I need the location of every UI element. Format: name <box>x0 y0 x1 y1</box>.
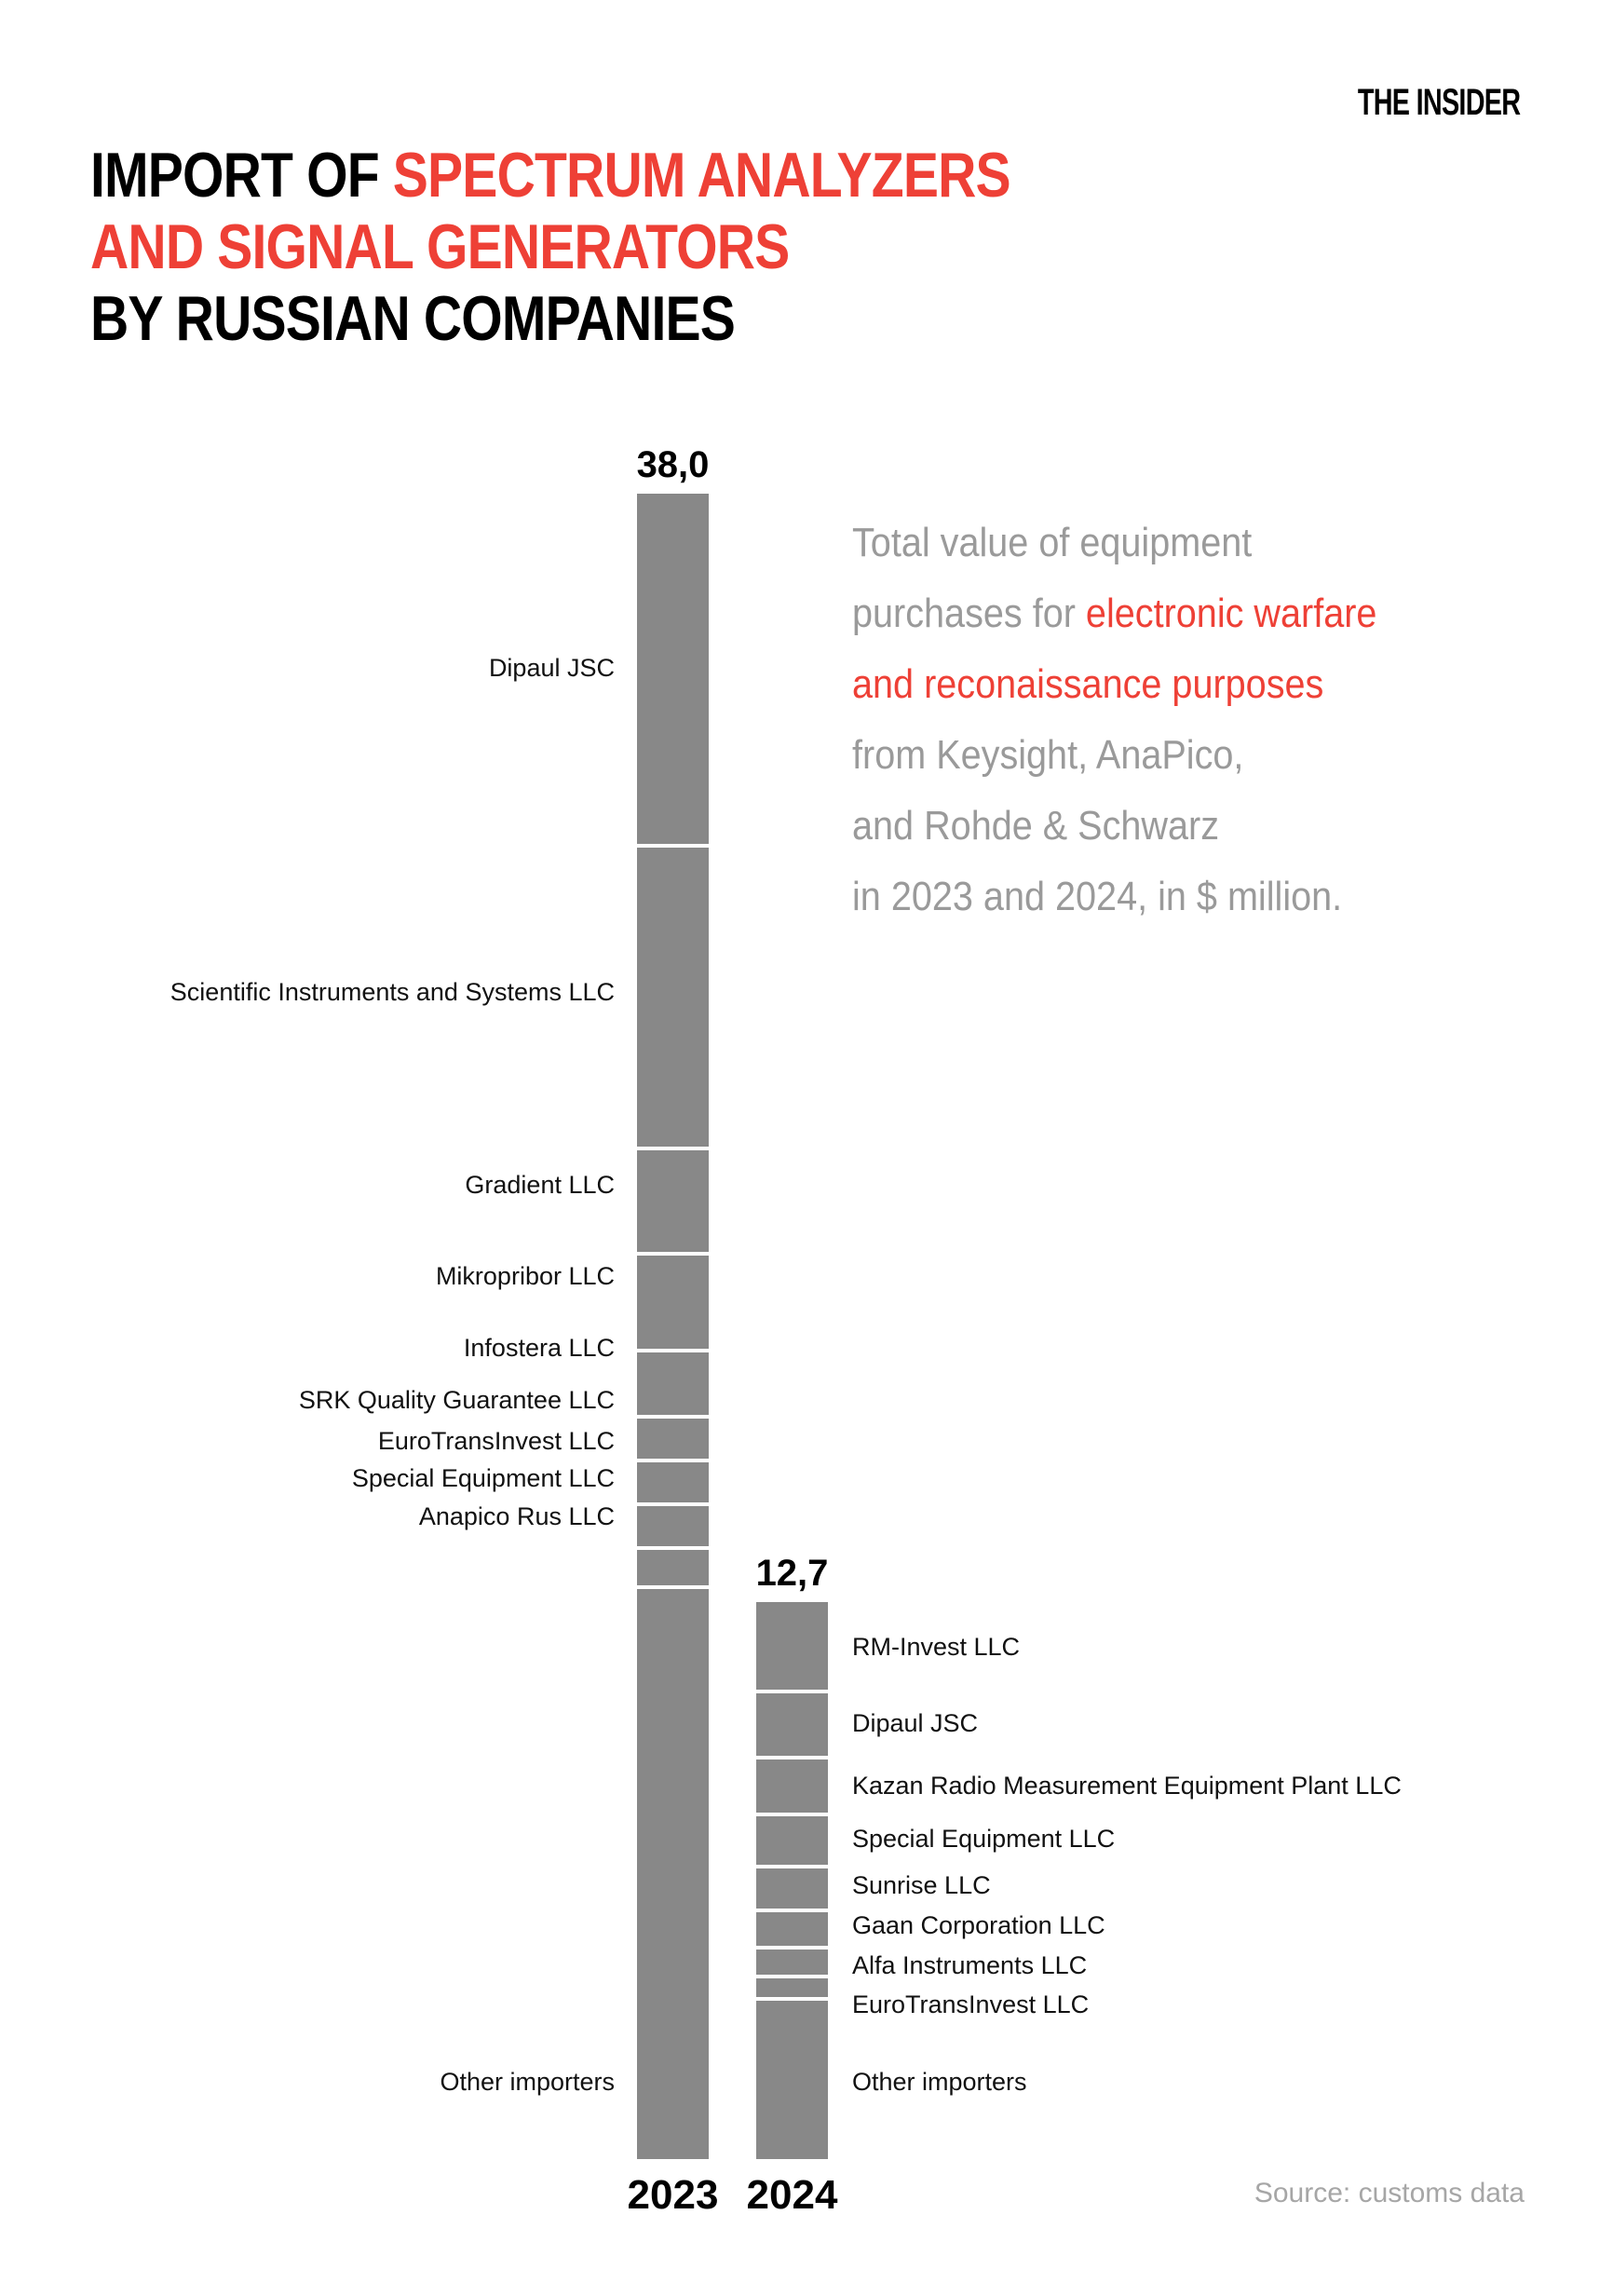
segment-label: Special Equipment LLC <box>351 1464 615 1492</box>
title-text-red: SPECTRUM ANALYZERS <box>392 140 1010 211</box>
description-text: Total value of equipment <box>852 520 1253 565</box>
title-line <box>90 211 1010 283</box>
segment-label: Anapico Rus LLC <box>418 1502 615 1530</box>
segment-label: Sunrise LLC <box>852 1871 991 1899</box>
description-text-red: and reconaissance purposes <box>852 661 1324 707</box>
column-total-2023: 38,0 <box>636 444 710 485</box>
bar-segment <box>756 1997 828 2159</box>
segment-label: RM-Invest LLC <box>852 1633 1021 1661</box>
description-text: and Rohde & Schwarz <box>852 803 1220 849</box>
description-text-red: electronic warfare <box>1085 591 1377 636</box>
bar-2024 <box>756 1602 828 2159</box>
bar-segment <box>637 1147 709 1252</box>
bar-segment <box>756 1813 828 1865</box>
description-text: in 2023 and 2024, in $ million. <box>852 874 1343 919</box>
bar-segment <box>756 1975 828 1997</box>
segment-label: Alfa Instruments LLC <box>852 1951 1088 1979</box>
segment-label: Scientific Instruments and Systems LLC <box>169 978 615 1006</box>
title-line <box>90 140 1010 211</box>
segment-label: Gradient LLC <box>465 1171 615 1199</box>
segment-label: Other importers <box>440 2068 615 2096</box>
segment-label: Mikropribor LLC <box>435 1262 615 1290</box>
the-insider-logo: THE INSIDER <box>1357 82 1520 123</box>
description-text: purchases for <box>852 591 1086 636</box>
bar-segment <box>637 1502 709 1546</box>
segment-label: EuroTransInvest LLC <box>377 1427 615 1455</box>
bar-segment <box>637 1415 709 1459</box>
description-line <box>852 862 1376 932</box>
title-text: IMPORT OF <box>90 140 393 211</box>
bar-segment <box>637 1546 709 1585</box>
segment-label: Other importers <box>852 2068 1027 2096</box>
page-title <box>90 140 1010 355</box>
title-text: BY RUSSIAN COMPANIES <box>90 283 736 354</box>
description-line <box>852 508 1376 578</box>
bar-segment <box>637 494 709 844</box>
description-line <box>852 578 1376 649</box>
segment-label: Dipaul JSC <box>852 1709 979 1737</box>
segment-label: Special Equipment LLC <box>852 1825 1116 1853</box>
segment-label: Infostera LLC <box>463 1334 615 1362</box>
segment-label: Dipaul JSC <box>488 654 615 682</box>
title-line <box>90 283 1010 355</box>
bar-segment <box>637 1349 709 1415</box>
description-line <box>852 649 1376 720</box>
chart-description <box>852 508 1376 932</box>
year-label-2023: 2023 <box>627 2172 719 2218</box>
title-text-red: AND SIGNAL GENERATORS <box>90 211 790 282</box>
bar-segment <box>637 844 709 1147</box>
segment-label: EuroTransInvest LLC <box>852 1990 1090 2018</box>
bar-segment <box>756 1756 828 1813</box>
bar-segment <box>756 1865 828 1909</box>
segment-label: SRK Quality Guarantee LLC <box>298 1386 615 1414</box>
bar-segment <box>637 1459 709 1502</box>
bar-segment <box>637 1252 709 1349</box>
description-text: from Keysight, AnaPico, <box>852 732 1244 778</box>
bar-segment <box>756 1690 828 1756</box>
bar-segment <box>637 1585 709 2159</box>
description-line <box>852 720 1376 791</box>
year-label-2024: 2024 <box>746 2172 838 2218</box>
column-total-2024: 12,7 <box>755 1553 829 1594</box>
segment-label: Gaan Corporation LLC <box>852 1911 1105 1939</box>
description-line <box>852 791 1376 862</box>
bar-segment <box>756 1602 828 1690</box>
segment-label: Kazan Radio Measurement Equipment Plant LLC <box>852 1772 1402 1800</box>
bar-2023 <box>637 494 709 2159</box>
bar-segment <box>756 1909 828 1946</box>
bar-segment <box>756 1946 828 1975</box>
source-note: Source: customs data <box>1254 2178 1525 2208</box>
